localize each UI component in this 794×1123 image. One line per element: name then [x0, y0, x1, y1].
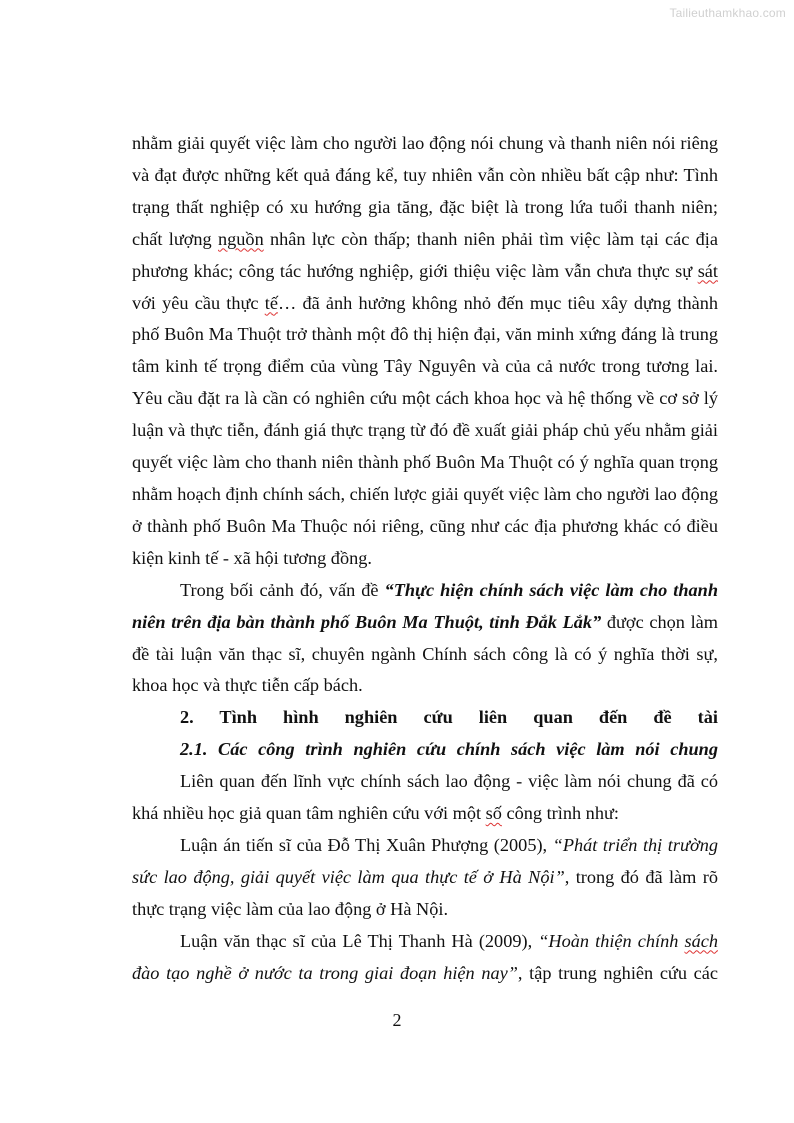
text-line: khoa học và thực tiễn cấp bách. — [132, 675, 363, 696]
text-line: thực trạng việc làm của lao động ở Hà Nội. — [132, 898, 449, 919]
spellcheck-underline: sát — [697, 260, 718, 281]
subsection-heading: 2.1. Các công trình nghiên cứu chính sách việc làm nói chung — [180, 739, 718, 760]
text-line: với yêu cầu thực tế… đã ảnh hưởng không nhỏ đến mục tiêu xây dựng thành — [132, 292, 718, 313]
spellcheck-underline: số — [485, 803, 502, 824]
spellcheck-underline: sách — [684, 930, 718, 951]
cited-title: đào tạo nghề ở nước ta trong giai đoạn hiện nay” — [132, 962, 518, 983]
text-line: tâm kinh tế trọng điểm của vùng Tây Nguyên và của cả nước trong tương lai. — [132, 356, 718, 377]
text-line: phương khác; công tác hướng nghiệp, giới thiệu việc làm vẫn chưa thực sự sát — [132, 260, 718, 281]
text-line: Liên quan đến lĩnh vực chính sách lao động - việc làm nói chung đã có — [180, 771, 718, 792]
section-heading: 2. Tình hình nghiên cứu liên quan đến đề tài — [180, 707, 718, 728]
text-line: nhằm hoạch định chính sách, chiến lược giải quyết việc làm cho người lao động — [132, 483, 718, 504]
cited-title: “Hoàn thiện chính — [538, 930, 685, 951]
text-line: Luận án tiến sĩ của Đỗ Thị Xuân Phượng (2005), “Phát triển thị trường — [180, 834, 718, 855]
text-line: niên trên địa bàn thành phố Buôn Ma Thuột, tỉnh Đắk Lắk” được chọn làm — [132, 611, 718, 632]
text-line: quyết việc làm cho thanh niên thành phố Buôn Ma Thuột có ý nghĩa quan trọng — [132, 452, 718, 473]
cited-title: “Phát triển thị trường — [552, 834, 718, 855]
text-line: nhằm giải quyết việc làm cho người lao động nói chung và thanh niên nói riêng — [132, 133, 718, 153]
thesis-title: “Thực hiện chính sách việc làm cho thanh — [384, 579, 719, 600]
text-line: và đạt được những kết quả đáng kể, tuy nhiên vẫn còn nhiều bất cập như: Tình — [132, 164, 718, 185]
text-line: khá nhiều học giả quan tâm nghiên cứu với một số công trình như: — [132, 803, 619, 824]
text-line: luận và thực tiễn, đánh giá thực trạng từ đó đề xuất giải pháp chủ yếu nhằm giải — [132, 420, 718, 441]
text-line: phố Buôn Ma Thuột trở thành một đô thị hiện đại, văn minh xứng đáng là trung — [132, 324, 718, 345]
spellcheck-underline: tế — [264, 292, 278, 313]
text-line: Luận văn thạc sĩ của Lê Thị Thanh Hà (2009), “Hoàn thiện chính sách — [180, 930, 718, 951]
text-line: ở thành phố Buôn Ma Thuộc nói riêng, cũng như các địa phương khác có điều — [132, 515, 718, 536]
text-line: Yêu cầu đặt ra là cần có nghiên cứu một cách khoa học và hệ thống về cơ sở lý — [132, 388, 718, 409]
text-line: đề tài luận văn thạc sĩ, chuyên ngành Chính sách công là có ý nghĩa thời sự, — [132, 643, 718, 664]
spellcheck-underline: nguồn — [218, 228, 264, 249]
thesis-title: niên trên địa bàn thành phố Buôn Ma Thuột, tỉnh Đắk Lắk” — [132, 611, 602, 632]
text-line: Trong bối cảnh đó, vấn đề “Thực hiện chính sách việc làm cho thanh — [180, 579, 719, 600]
cited-title: sức lao động, giải quyết việc làm qua thực tế ở Hà Nội” — [132, 866, 565, 887]
document-body — [132, 128, 718, 989]
watermark: Tailieuthamkhao.com — [669, 6, 786, 20]
text-line: đào tạo nghề ở nước ta trong giai đoạn hiện nay”, tập trung nghiên cứu các — [132, 962, 718, 983]
text-line: sức lao động, giải quyết việc làm qua thực tế ở Hà Nội”, trong đó đã làm rõ — [132, 866, 718, 887]
text-line: chất lượng nguồn nhân lực còn thấp; thanh niên phải tìm việc làm tại các địa — [132, 228, 718, 249]
text-line: kiện kinh tế - xã hội tương đồng. — [132, 547, 372, 568]
page-number: 2 — [392, 1010, 402, 1030]
text-line: trạng thất nghiệp có xu hướng gia tăng, đặc biệt là trong lứa tuổi thanh niên; — [132, 196, 718, 217]
